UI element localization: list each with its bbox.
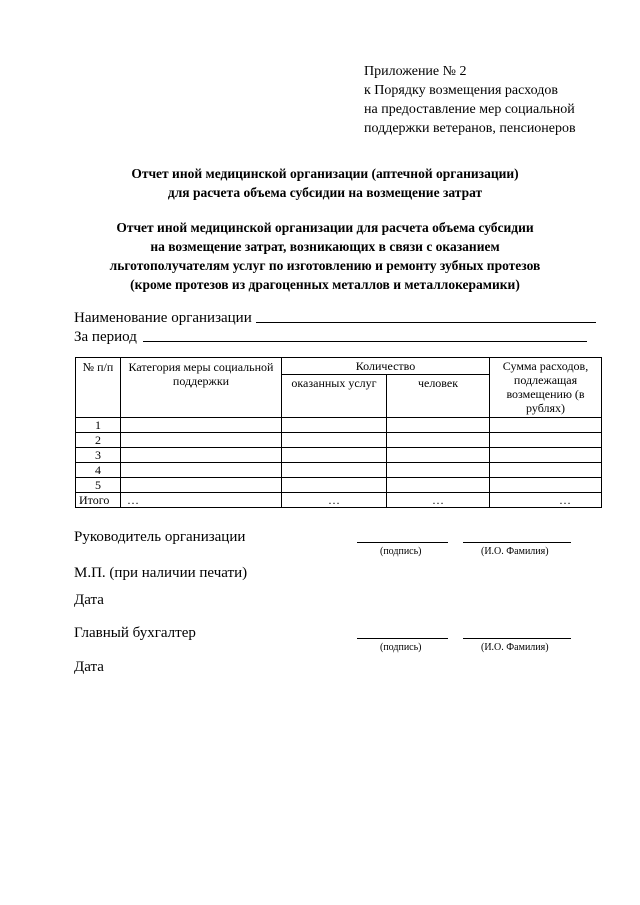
annex-line-4: поддержки ветеранов, пенсионеров [364,121,576,136]
cell-sum[interactable] [490,478,602,493]
header-services: оказанных услуг [282,375,387,418]
total-row [76,493,602,508]
cell-services[interactable] [282,463,387,478]
report-title-1-line-2: для расчета объема субсидии на возмещение затрат [167,185,483,200]
report-title-2-line-3: льготополучателям услуг по изготовлению и ремонту зубных протезов [109,258,541,273]
report-title-2-line-1: Отчет иной медицинской организации для расчета объема субсидии [116,220,534,235]
org-name-field[interactable] [256,322,596,323]
period-label: За период [74,329,137,345]
cell-category[interactable] [121,478,282,493]
cell-category[interactable] [121,463,282,478]
report-title-2-line-4: (кроме протезов из драгоценных металлов и металлокерамики) [130,277,520,292]
date-label-2: Дата [74,659,104,675]
cell-people[interactable] [387,433,490,448]
total-people: … [387,493,490,508]
report-title-2 [60,218,590,294]
total-services: … [282,493,387,508]
accountant-name-caption: (И.О. Фамилия) [481,642,549,653]
stamp-label: М.П. (при наличии печати) [74,565,248,581]
cell-people[interactable] [387,418,490,433]
report-table [75,357,602,508]
total-sum: … [490,493,602,508]
row-number: 4 [76,463,121,478]
report-title-2-line-2: на возмещение затрат, возникающих в связи с оказанием [150,239,500,254]
header-category: Категория меры социальной поддержки [121,358,282,418]
period-field[interactable] [143,341,587,342]
report-title-1-line-1: Отчет иной медицинской организации (аптечной организации) [131,166,519,181]
cell-services[interactable] [282,448,387,463]
accountant-signature-line[interactable] [357,638,448,639]
head-name-caption: (И.О. Фамилия) [481,546,549,557]
cell-services[interactable] [282,433,387,448]
cell-people[interactable] [387,463,490,478]
org-name-label: Наименование организации [74,310,252,326]
header-quantity: Количество [282,358,490,375]
accountant-label: Главный бухгалтер [74,625,196,641]
head-signature-caption: (подпись) [380,546,422,557]
annex-line-1: Приложение № 2 [364,64,467,79]
cell-category[interactable] [121,448,282,463]
table-row [76,433,602,448]
total-category: … [121,493,282,508]
annex-header [364,62,576,138]
head-name-line[interactable] [463,542,571,543]
cell-sum[interactable] [490,418,602,433]
row-number: 5 [76,478,121,493]
header-sum: Сумма расходов, подлежащая возмещению (в рублях) [490,358,602,418]
total-label: Итого [76,493,121,508]
cell-category[interactable] [121,433,282,448]
cell-people[interactable] [387,478,490,493]
header-people: человек [387,375,490,418]
table-row [76,478,602,493]
row-number: 2 [76,433,121,448]
cell-sum[interactable] [490,463,602,478]
accountant-signature-caption: (подпись) [380,642,422,653]
head-signature-line[interactable] [357,542,448,543]
cell-sum[interactable] [490,448,602,463]
row-number: 3 [76,448,121,463]
row-number: 1 [76,418,121,433]
cell-services[interactable] [282,478,387,493]
table-row [76,448,602,463]
table-row [76,463,602,478]
head-label: Руководитель организации [74,529,246,545]
table-row [76,418,602,433]
cell-category[interactable] [121,418,282,433]
accountant-name-line[interactable] [463,638,571,639]
cell-services[interactable] [282,418,387,433]
date-label-1: Дата [74,592,104,608]
annex-line-3: на предоставление мер социальной [364,102,575,117]
header-num: № п/п [76,358,121,418]
annex-line-2: к Порядку возмещения расходов [364,83,558,98]
cell-people[interactable] [387,448,490,463]
cell-sum[interactable] [490,433,602,448]
report-title-1 [60,164,590,202]
